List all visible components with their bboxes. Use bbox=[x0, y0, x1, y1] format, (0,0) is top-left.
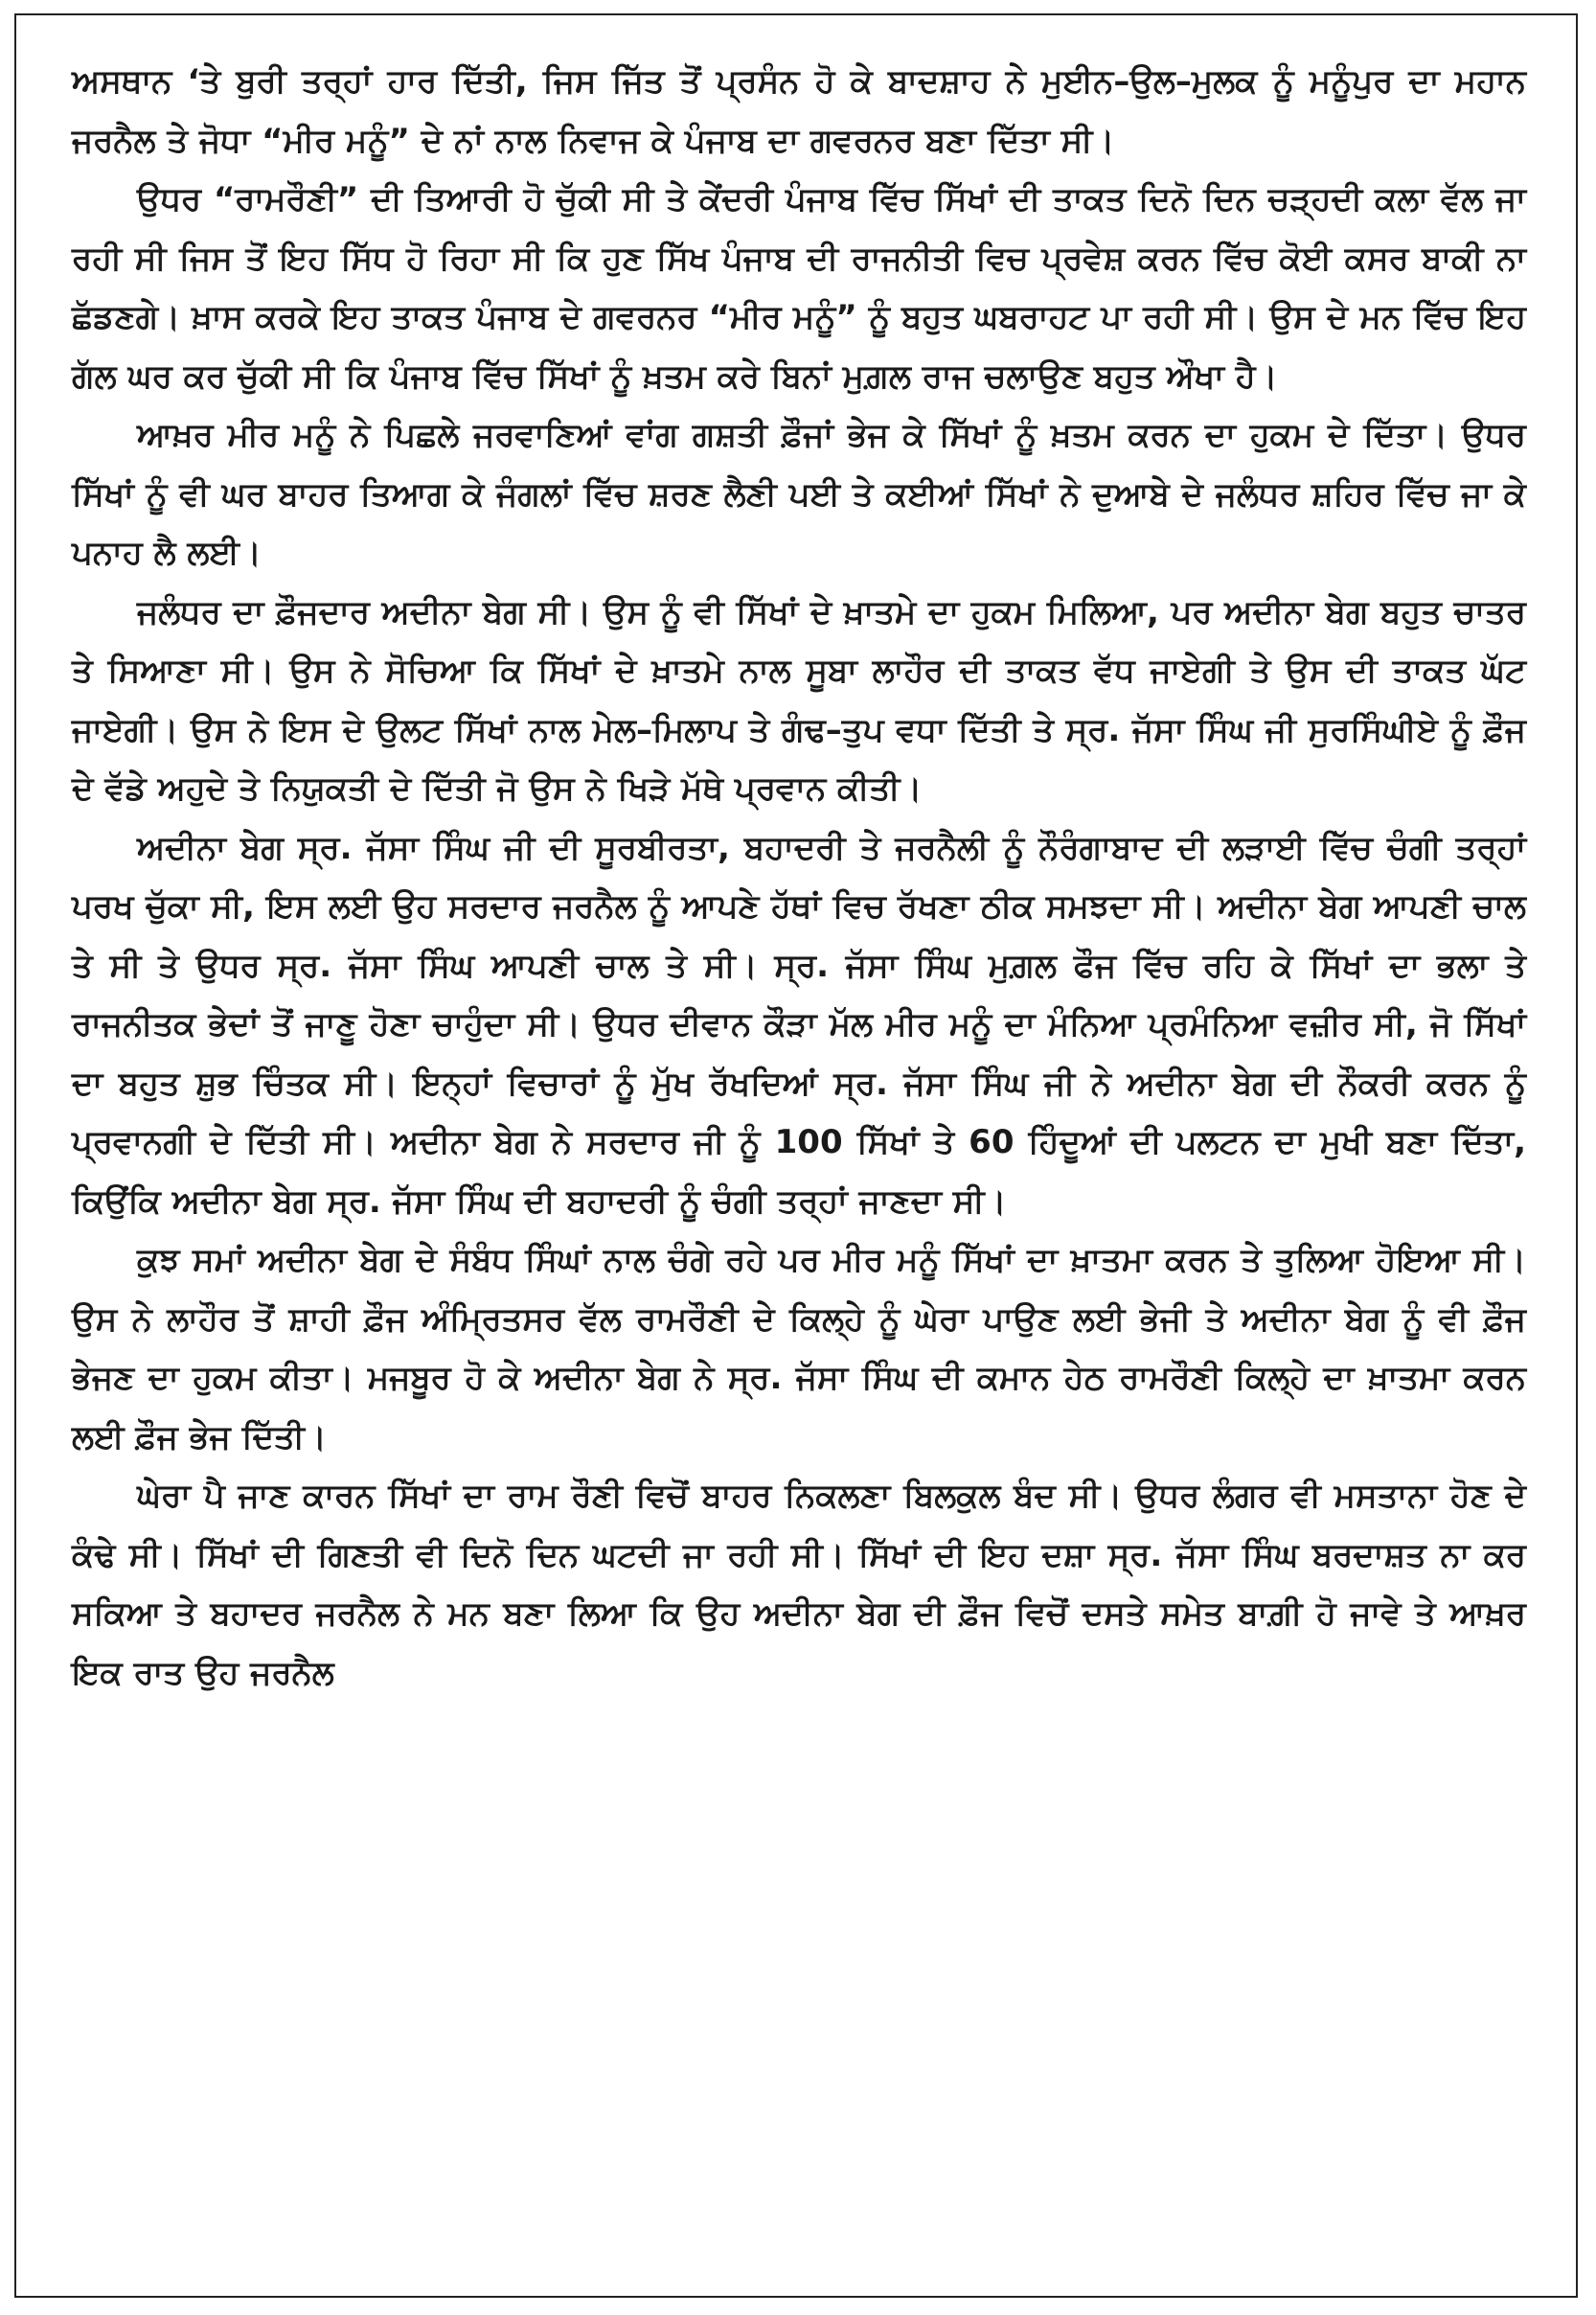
paragraph-1: ਅਸਥਾਨ ‘ਤੇ ਬੁਰੀ ਤਰ੍ਹਾਂ ਹਾਰ ਦਿੱਤੀ, ਜਿਸ ਜਿੱਤ ਤੋਂ ਪ੍ਰਸੰਨ ਹੋ ਕੇ ਬਾਦਸ਼ਾਹ ਨੇ ਮੁਈਨ–ਉਲ–ਮੁਲਕ ਨੂੰ ਮਨੂੰਪੁਰ ਦਾ ਮਹਾਨ ਜਰਨੈਲ ਤੇ ਜੋਧਾ “ਮੀਰ ਮਨੂੰ” ਦੇ ਨਾਂ ਨਾਲ ਨਿਵਾਜ ਕੇ ਪੰਜਾਬ ਦਾ ਗਵਰਨਰ ਬਣਾ ਦਿੱਤਾ ਸੀ। bbox=[72, 62, 1526, 160]
paragraph-5: ਅਦੀਨਾ ਬੇਗ ਸ੍ਰ. ਜੱਸਾ ਸਿੰਘ ਜੀ ਦੀ ਸੂਰਬੀਰਤਾ, ਬਹਾਦਰੀ ਤੇ ਜਰਨੈਲੀ ਨੂੰ ਨੌਰੰਗਾਬਾਦ ਦੀ ਲੜਾਈ ਵਿੱਚ ਚੰਗੀ ਤਰ੍ਹਾਂ ਪਰਖ ਚੁੱਕਾ ਸੀ, ਇਸ ਲਈ ਉਹ ਸਰਦਾਰ ਜਰਨੈਲ ਨੂੰ ਆਪਣੇ ਹੱਥਾਂ ਵਿਚ ਰੱਖਣਾ ਠੀਕ ਸਮਝਦਾ ਸੀ। ਅਦੀਨਾ ਬੇਗ ਆਪਣੀ ਚਾਲ ਤੇ ਸੀ ਤੇ ਉਧਰ ਸ੍ਰ. ਜੱਸਾ ਸਿੰਘ ਆਪਣੀ ਚਾਲ ਤੇ ਸੀ। ਸ੍ਰ. ਜੱਸਾ ਸਿੰਘ ਮੁਗ਼ਲ ਫੌਜ ਵਿੱਚ ਰਹਿ ਕੇ ਸਿੱਖਾਂ ਦਾ ਭਲਾ ਤੇ ਰਾਜਨੀਤਕ ਭੇਦਾਂ ਤੋਂ ਜਾਣੂ ਹੋਣਾ ਚਾਹੁੰਦਾ ਸੀ। ਉਧਰ ਦੀਵਾਨ ਕੌੜਾ ਮੱਲ ਮੀਰ ਮਨੂੰ ਦਾ ਮੰਨਿਆ ਪ੍ਰਮੰਨਿਆ ਵਜ਼ੀਰ ਸੀ, ਜੋ ਸਿੱਖਾਂ ਦਾ ਬਹੁਤ ਸ਼ੁਭ ਚਿੰਤਕ ਸੀ। ਇਨ੍ਹਾਂ ਵਿਚਾਰਾਂ ਨੂੰ ਮੁੱਖ ਰੱਖਦਿਆਂ ਸ੍ਰ. ਜੱਸਾ ਸਿੰਘ ਜੀ ਨੇ ਅਦੀਨਾ ਬੇਗ ਦੀ ਨੌਕਰੀ ਕਰਨ ਨੂੰ ਪ੍ਰਵਾਨਗੀ ਦੇ ਦਿੱਤੀ ਸੀ। ਅਦੀਨਾ ਬੇਗ ਨੇ ਸਰਦਾਰ ਜੀ ਨੂੰ 100 ਸਿੱਖਾਂ ਤੇ 60 ਹਿੰਦੂਆਂ ਦੀ ਪਲਟਨ ਦਾ ਮੁਖੀ ਬਣਾ ਦਿੱਤਾ, ਕਿਉਂਕਿ ਅਦੀਨਾ ਬੇਗ ਸ੍ਰ. ਜੱਸਾ ਸਿੰਘ ਦੀ ਬਹਾਦਰੀ ਨੂੰ ਚੰਗੀ ਤਰ੍ਹਾਂ ਜਾਣਦਾ ਸੀ। bbox=[72, 828, 1526, 1221]
paragraph-3: ਆਖ਼ਰ ਮੀਰ ਮਨੂੰ ਨੇ ਪਿਛਲੇ ਜਰਵਾਣਿਆਂ ਵਾਂਗ ਗਸ਼ਤੀ ਫ਼ੌਜਾਂ ਭੇਜ ਕੇ ਸਿੱਖਾਂ ਨੂੰ ਖ਼ਤਮ ਕਰਨ ਦਾ ਹੁਕਮ ਦੇ ਦਿੱਤਾ। ਉਧਰ ਸਿੱਖਾਂ ਨੂੰ ਵੀ ਘਰ ਬਾਹਰ ਤਿਆਗ ਕੇ ਜੰਗਲਾਂ ਵਿੱਚ ਸ਼ਰਣ ਲੈਣੀ ਪਈ ਤੇ ਕਈਆਂ ਸਿੱਖਾਂ ਨੇ ਦੁਆਬੇ ਦੇ ਜਲੰਧਰ ਸ਼ਹਿਰ ਵਿੱਚ ਜਾ ਕੇ ਪਨਾਹ ਲੈ ਲਈ। bbox=[72, 416, 1526, 572]
paragraph-4: ਜਲੰਧਰ ਦਾ ਫ਼ੌਜਦਾਰ ਅਦੀਨਾ ਬੇਗ ਸੀ। ਉਸ ਨੂੰ ਵੀ ਸਿੱਖਾਂ ਦੇ ਖ਼ਾਤਮੇ ਦਾ ਹੁਕਮ ਮਿਲਿਆ, ਪਰ ਅਦੀਨਾ ਬੇਗ ਬਹੁਤ ਚਾਤਰ ਤੇ ਸਿਆਣਾ ਸੀ। ਉਸ ਨੇ ਸੋਚਿਆ ਕਿ ਸਿੱਖਾਂ ਦੇ ਖ਼ਾਤਮੇ ਨਾਲ ਸੂਬਾ ਲਾਹੌਰ ਦੀ ਤਾਕਤ ਵੱਧ ਜਾਏਗੀ ਤੇ ਉਸ ਦੀ ਤਾਕਤ ਘੱਟ ਜਾਏਗੀ। ਉਸ ਨੇ ਇਸ ਦੇ ਉਲਟ ਸਿੱਖਾਂ ਨਾਲ ਮੇਲ–ਮਿਲਾਪ ਤੇ ਗੰਢ–ਤੁਪ ਵਧਾ ਦਿੱਤੀ ਤੇ ਸ੍ਰ. ਜੱਸਾ ਸਿੰਘ ਜੀ ਸੁਰਸਿੰਘੀਏ ਨੂੰ ਫ਼ੌਜ ਦੇ ਵੱਡੇ ਅਹੁਦੇ ਤੇ ਨਿਯੁਕਤੀ ਦੇ ਦਿੱਤੀ ਜੋ ਉਸ ਨੇ ਖਿੜੇ ਮੱਥੇ ਪ੍ਰਵਾਨ ਕੀਤੀ। bbox=[72, 592, 1526, 808]
paragraph-6: ਕੁਝ ਸਮਾਂ ਅਦੀਨਾ ਬੇਗ ਦੇ ਸੰਬੰਧ ਸਿੰਘਾਂ ਨਾਲ ਚੰਗੇ ਰਹੇ ਪਰ ਮੀਰ ਮਨੂੰ ਸਿੱਖਾਂ ਦਾ ਖ਼ਾਤਮਾ ਕਰਨ ਤੇ ਤੁਲਿਆ ਹੋਇਆ ਸੀ। ਉਸ ਨੇ ਲਾਹੌਰ ਤੋਂ ਸ਼ਾਹੀ ਫ਼ੌਜ ਅੰਮ੍ਰਿਤਸਰ ਵੱਲ ਰਾਮਰੌਣੀ ਦੇ ਕਿਲ੍ਹੇ ਨੂੰ ਘੇਰਾ ਪਾਉਣ ਲਈ ਭੇਜੀ ਤੇ ਅਦੀਨਾ ਬੇਗ ਨੂੰ ਵੀ ਫ਼ੌਜ ਭੇਜਣ ਦਾ ਹੁਕਮ ਕੀਤਾ। ਮਜਬੂਰ ਹੋ ਕੇ ਅਦੀਨਾ ਬੇਗ ਨੇ ਸ੍ਰ. ਜੱਸਾ ਸਿੰਘ ਦੀ ਕਮਾਨ ਹੇਠ ਰਾਮਰੌਣੀ ਕਿਲ੍ਹੇ ਦਾ ਖ਼ਾਤਮਾ ਕਰਨ ਲਈ ਫ਼ੌਜ ਭੇਜ ਦਿੱਤੀ। bbox=[72, 1241, 1526, 1456]
document-body bbox=[72, 53, 1526, 1703]
paragraph-2: ਉਧਰ “ਰਾਮਰੌਣੀ” ਦੀ ਤਿਆਰੀ ਹੋ ਚੁੱਕੀ ਸੀ ਤੇ ਕੇਂਦਰੀ ਪੰਜਾਬ ਵਿੱਚ ਸਿੱਖਾਂ ਦੀ ਤਾਕਤ ਦਿਨੋ ਦਿਨ ਚੜ੍ਹਦੀ ਕਲਾ ਵੱਲ ਜਾ ਰਹੀ ਸੀ ਜਿਸ ਤੋਂ ਇਹ ਸਿੱਧ ਹੋ ਰਿਹਾ ਸੀ ਕਿ ਹੁਣ ਸਿੱਖ ਪੰਜਾਬ ਦੀ ਰਾਜਨੀਤੀ ਵਿਚ ਪ੍ਰਵੇਸ਼ ਕਰਨ ਵਿੱਚ ਕੋਈ ਕਸਰ ਬਾਕੀ ਨਾ ਛੱਡਣਗੇ। ਖ਼ਾਸ ਕਰਕੇ ਇਹ ਤਾਕਤ ਪੰਜਾਬ ਦੇ ਗਵਰਨਰ “ਮੀਰ ਮਨੂੰ” ਨੂੰ ਬਹੁਤ ਘਬਰਾਹਟ ਪਾ ਰਹੀ ਸੀ। ਉਸ ਦੇ ਮਨ ਵਿੱਚ ਇਹ ਗੱਲ ਘਰ ਕਰ ਚੁੱਕੀ ਸੀ ਕਿ ਪੰਜਾਬ ਵਿੱਚ ਸਿੱਖਾਂ ਨੂੰ ਖ਼ਤਮ ਕਰੇ ਬਿਨਾਂ ਮੁਗ਼ਲ ਰਾਜ ਚਲਾਉਣ ਬਹੁਤ ਔਖਾ ਹੈ। bbox=[72, 180, 1526, 396]
paragraph-7: ਘੇਰਾ ਪੈ ਜਾਣ ਕਾਰਨ ਸਿੱਖਾਂ ਦਾ ਰਾਮ ਰੌਣੀ ਵਿਚੋਂ ਬਾਹਰ ਨਿਕਲਣਾ ਬਿਲਕੁਲ ਬੰਦ ਸੀ। ਉਧਰ ਲੰਗਰ ਵੀ ਮਸਤਾਨਾ ਹੋਣ ਦੇ ਕੰਢੇ ਸੀ। ਸਿੱਖਾਂ ਦੀ ਗਿਣਤੀ ਵੀ ਦਿਨੋ ਦਿਨ ਘਟਦੀ ਜਾ ਰਹੀ ਸੀ। ਸਿੱਖਾਂ ਦੀ ਇਹ ਦਸ਼ਾ ਸ੍ਰ. ਜੱਸਾ ਸਿੰਘ ਬਰਦਾਸ਼ਤ ਨਾ ਕਰ ਸਕਿਆ ਤੇ ਬਹਾਦਰ ਜਰਨੈਲ ਨੇ ਮਨ ਬਣਾ ਲਿਆ ਕਿ ਉਹ ਅਦੀਨਾ ਬੇਗ ਦੀ ਫ਼ੌਜ ਵਿਚੋਂ ਦਸਤੇ ਸਮੇਤ ਬਾਗ਼ੀ ਹੋ ਜਾਵੇ ਤੇ ਆਖ਼ਰ ਇਕ ਰਾਤ ਉਹ ਜਰਨੈਲ bbox=[72, 1477, 1526, 1692]
